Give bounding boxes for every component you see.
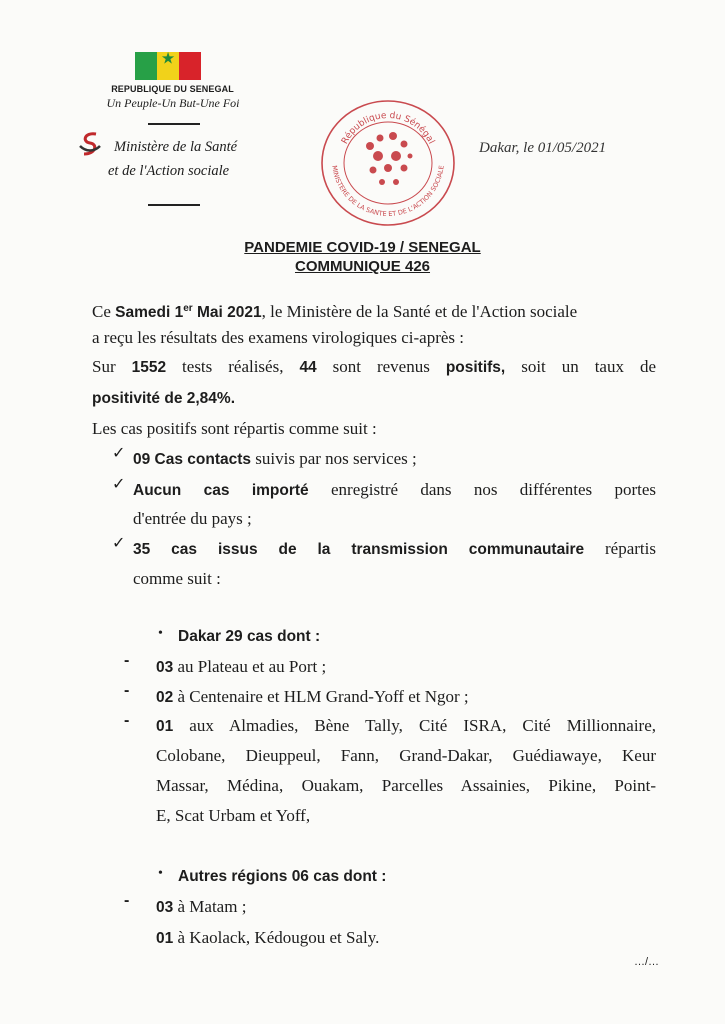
communique-number: COMMUNIQUE 426 bbox=[294, 258, 431, 275]
list-item-cont: Colobane, Dieuppeul, Fann, Grand-Dakar, Guédiawaye, Keur bbox=[156, 746, 656, 765]
list-item: 01 aux Almadies, Bène Tally, Cité ISRA, Cité Millionnaire, bbox=[156, 716, 656, 735]
distribution-intro: Les cas positifs sont répartis comme suit : bbox=[92, 419, 377, 438]
contact-cases: 09 Cas contacts suivis par nos services ; bbox=[133, 449, 417, 468]
coat-of-arms-icon bbox=[366, 132, 413, 185]
intro-line-2: a reçu les résultats des examens virologiques ci-après : bbox=[92, 328, 464, 347]
ministry-line-2: et de l'Action sociale bbox=[108, 163, 230, 179]
dakar-heading: Dakar 29 cas dont : bbox=[178, 628, 321, 645]
positivity-rate: positivité de 2,84%. bbox=[92, 390, 235, 407]
list-item-cont: Massar, Médina, Ouakam, Parcelles Assainies, Pikine, Point- bbox=[156, 776, 656, 795]
divider bbox=[148, 123, 200, 125]
check-icon: ✓ bbox=[112, 476, 126, 493]
other-regions-heading: Autres régions 06 cas dont : bbox=[178, 868, 387, 885]
dash-icon: - bbox=[124, 712, 130, 729]
svg-text:MINISTERE DE LA SANTE ET DE L' bbox=[330, 165, 445, 218]
intro-line-1: Ce Samedi 1er Mai 2021, le Ministère de la Santé et de l'Action sociale bbox=[92, 302, 578, 322]
senegal-flag bbox=[135, 52, 201, 80]
dash-icon: - bbox=[124, 892, 130, 909]
list-item-cont: E, Scat Urbam et Yoff, bbox=[156, 806, 311, 825]
ministry-line-1: Ministère de la Santé bbox=[114, 139, 238, 155]
continuation-mark: …/… bbox=[634, 956, 660, 968]
check-icon: ✓ bbox=[112, 535, 126, 552]
bullet-icon: • bbox=[158, 626, 163, 641]
official-stamp bbox=[318, 98, 458, 228]
national-motto: Un Peuple-Un But-Une Foi bbox=[106, 96, 240, 110]
dash-icon: - bbox=[124, 652, 130, 669]
ministry-logo-icon bbox=[76, 130, 104, 160]
list-item: 01 à Kaolack, Kédougou et Saly. bbox=[156, 928, 380, 947]
stamp-bottom-text: MINISTERE DE LA SANTE ET DE L'ACTION SOCIALE bbox=[330, 164, 446, 219]
imported-cases-cont: d'entrée du pays ; bbox=[133, 509, 252, 528]
tests-line: Sur 1552 tests réalisés, 44 sont revenus positifs, soit un taux de bbox=[92, 357, 656, 376]
list-item: 02 à Centenaire et HLM Grand-Yoff et Ngor ; bbox=[156, 687, 469, 706]
star-icon: ★ bbox=[160, 50, 176, 68]
list-item: 03 à Matam ; bbox=[156, 897, 247, 916]
document-date: Dakar, le 01/05/2021 bbox=[479, 140, 607, 156]
stamp-top-text: République du Sénégal bbox=[340, 110, 436, 146]
dash-icon: - bbox=[124, 682, 130, 699]
imported-cases: Aucun cas importé enregistré dans nos différentes portes bbox=[133, 480, 657, 499]
list-item: 03 au Plateau et au Port ; bbox=[156, 657, 327, 676]
check-icon: ✓ bbox=[112, 445, 126, 462]
svg-text:République du Sénégal bbox=[340, 111, 436, 146]
community-cases-cont: comme suit : bbox=[133, 569, 221, 588]
community-cases: 35 cas issus de la transmission communautaire répartis bbox=[133, 539, 656, 558]
divider bbox=[148, 204, 200, 206]
ministry-name bbox=[108, 135, 237, 183]
document-title: PANDEMIE COVID-19 / SENEGAL bbox=[244, 239, 481, 256]
republic-name: REPUBLIQUE DU SENEGAL bbox=[111, 84, 234, 94]
bullet-icon: • bbox=[158, 866, 163, 881]
